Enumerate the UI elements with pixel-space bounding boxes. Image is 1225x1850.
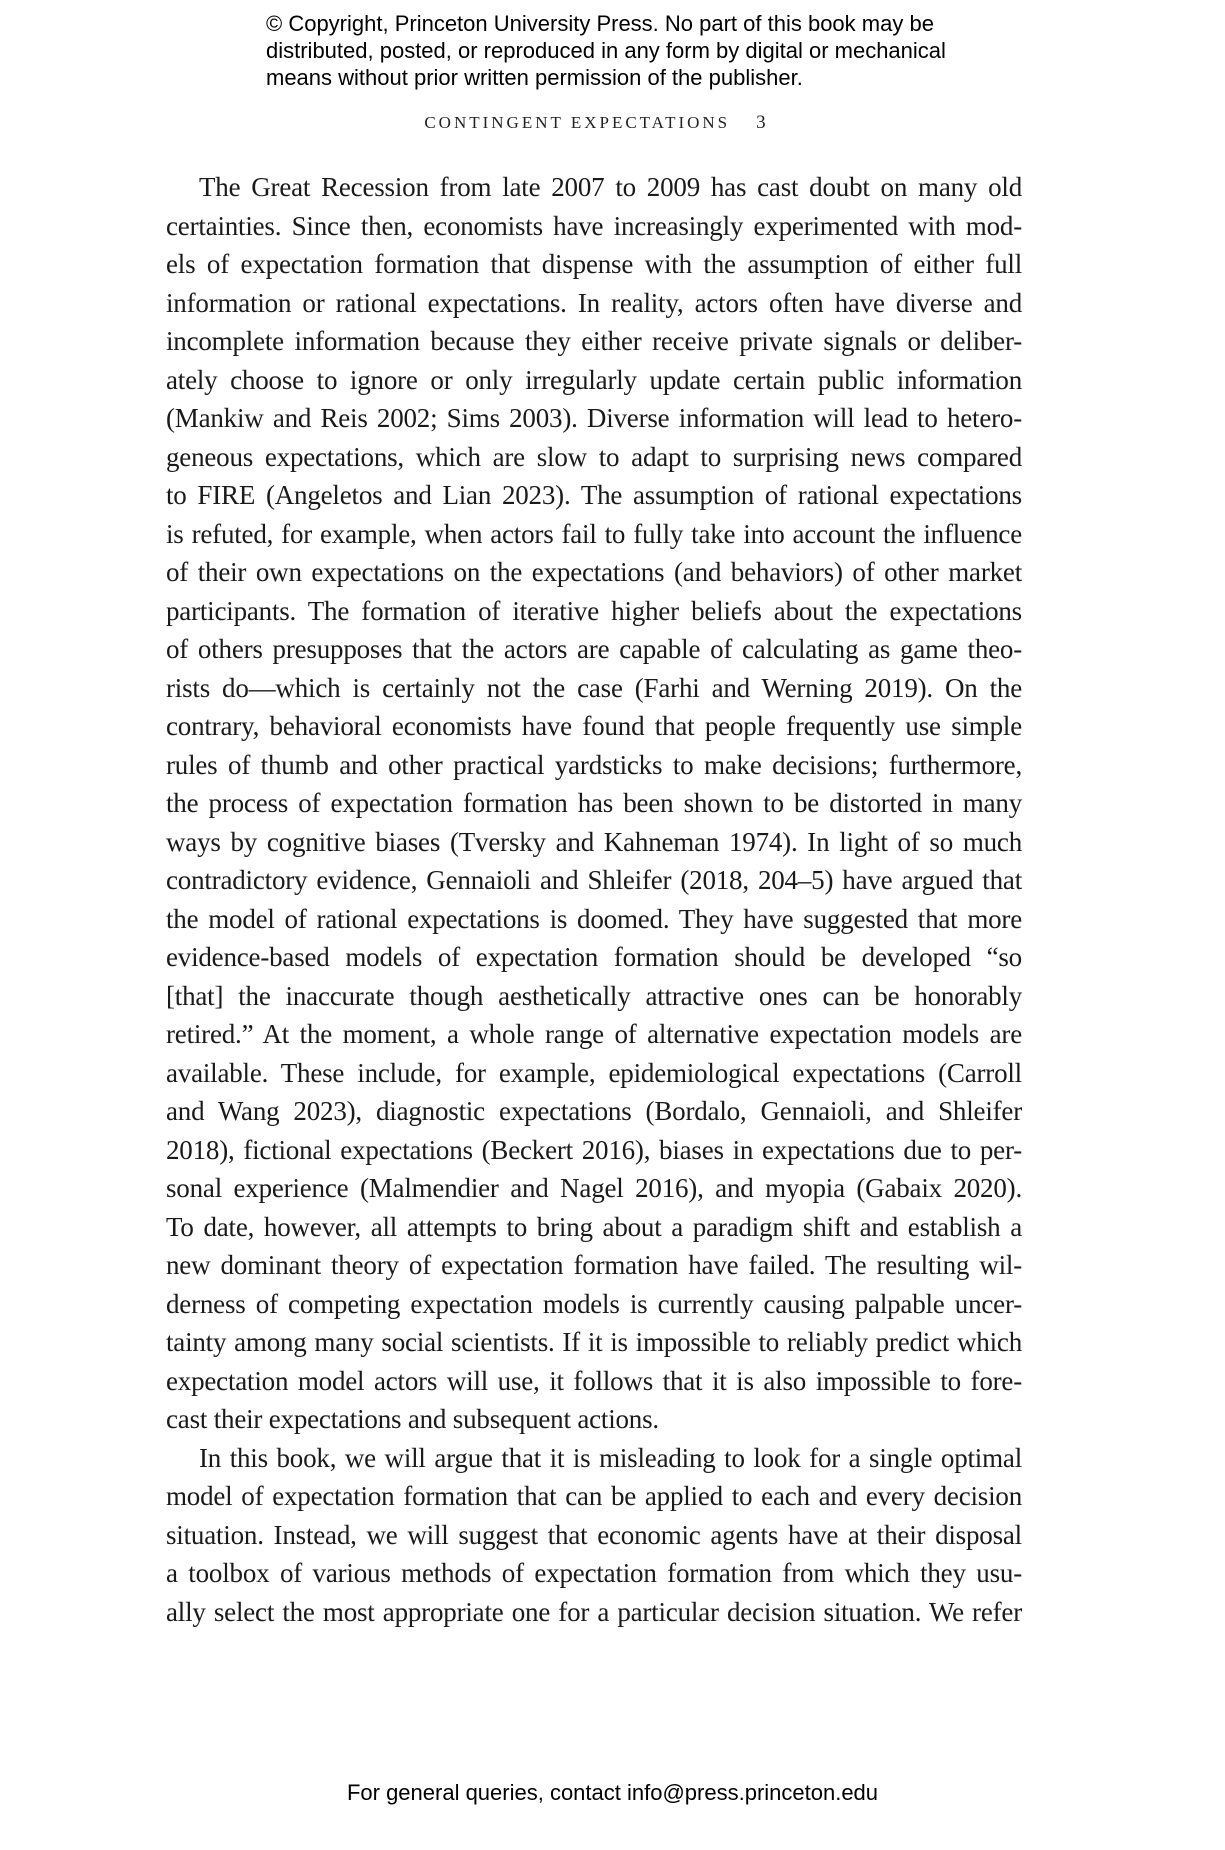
text-line: In this book, we will argue that it is misleading to look for a single optimal <box>199 1442 1022 1473</box>
text-line: sonal experience (Malmendier and Nagel 2016), and myopia (Gabaix 2020). <box>166 1173 1022 1203</box>
body-text <box>166 168 1022 1631</box>
text-line: evidence-based models of expectation formation should be developed “so <box>166 942 1022 972</box>
text-line: incomplete information because they either receive private signals or deliber- <box>166 326 1022 356</box>
text-line: contrary, behavioral economists have found that people frequently use simple <box>166 711 1022 741</box>
text-line: of their own expectations on the expectations (and behaviors) of other market <box>166 557 1022 587</box>
text-line: To date, however, all attempts to bring about a paradigm shift and establish a <box>166 1211 1022 1242</box>
text-line: derness of competing expectation models is currently causing palpable uncer- <box>166 1288 1022 1319</box>
text-line: of others presupposes that the actors are capable of calculating as game theo- <box>166 634 1022 664</box>
text-line: the model of rational expectations is doomed. They have suggested that more <box>166 903 1022 934</box>
text-line: 2018), fictional expectations (Beckert 2016), biases in expectations due to per- <box>166 1134 1022 1165</box>
running-head-title: CONTINGENT EXPECTATIONS <box>424 113 731 132</box>
paragraph <box>166 1439 1022 1632</box>
text-line: ately choose to ignore or only irregularly update certain public information <box>166 364 1022 395</box>
text-line: geneous expectations, which are slow to adapt to surprising news compared <box>166 441 1022 472</box>
text-line: rists do—which is certainly not the case (Farhi and Werning 2019). On the <box>166 672 1022 703</box>
text-line: new dominant theory of expectation formation have failed. The resulting wil- <box>166 1250 1022 1280</box>
text-line: to FIRE (Angeletos and Lian 2023). The assumption of rational expectations <box>166 480 1022 510</box>
page-number: 3 <box>756 112 766 133</box>
text-line: rules of thumb and other practical yardsticks to make decisions; furthermore, <box>166 749 1022 780</box>
text-line: situation. Instead, we will suggest that economic agents have at their disposal <box>166 1519 1022 1550</box>
footer-contact: For general queries, contact info@press.princeton.edu <box>346 1780 879 1805</box>
text-line: is refuted, for example, when actors fail to fully take into account the influence <box>166 518 1022 549</box>
text-line: tainty among many social scientists. If it is impossible to reliably predict which <box>166 1327 1022 1357</box>
text-line: available. These include, for example, epidemiological expectations (Carroll <box>166 1057 1022 1088</box>
text-line: els of expectation formation that dispense with the assumption of either full <box>166 249 1022 279</box>
text-line: contradictory evidence, Gennaioli and Shleifer (2018, 204–5) have argued that <box>166 865 1022 895</box>
text-line: cast their expectations and subsequent actions. <box>166 1404 659 1434</box>
text-line: retired.” At the moment, a whole range of alternative expectation models are <box>166 1019 1022 1049</box>
text-line: The Great Recession from late 2007 to 2009 has cast doubt on many old <box>199 172 1022 202</box>
text-line: model of expectation formation that can be applied to each and every decision <box>166 1481 1022 1511</box>
copyright-notice <box>266 10 946 91</box>
text-line: expectation model actors will use, it follows that it is also impossible to fore- <box>166 1365 1022 1396</box>
text-line: participants. The formation of iterative higher beliefs about the expectations <box>166 595 1022 626</box>
running-head <box>0 112 1190 134</box>
text-line: information or rational expectations. In reality, actors often have diverse and <box>166 287 1022 318</box>
text-line: ally select the most appropriate one for a particular decision situation. We refer <box>166 1596 1022 1627</box>
paragraph <box>166 168 1022 1439</box>
text-line: and Wang 2023), diagnostic expectations (Bordalo, Gennaioli, and Shleifer <box>166 1096 1022 1126</box>
text-line: a toolbox of various methods of expectation formation from which they usu- <box>166 1558 1022 1588</box>
copyright-line: distributed, posted, or reproduced in any form by digital or mechanical <box>266 38 946 63</box>
text-line: (Mankiw and Reis 2002; Sims 2003). Diverse information will lead to hetero- <box>166 403 1022 433</box>
text-line: certainties. Since then, economists have increasingly experimented with mod- <box>166 210 1022 241</box>
copyright-line: © Copyright, Princeton University Press. No part of this book may be <box>266 11 934 36</box>
text-line: [that] the inaccurate though aesthetically attractive ones can be honorably <box>166 980 1022 1011</box>
text-line: the process of expectation formation has been shown to be distorted in many <box>166 788 1022 818</box>
text-line: ways by cognitive biases (Tversky and Kahneman 1974). In light of so much <box>166 826 1022 857</box>
copyright-line: means without prior written permission of the publisher. <box>266 65 803 90</box>
